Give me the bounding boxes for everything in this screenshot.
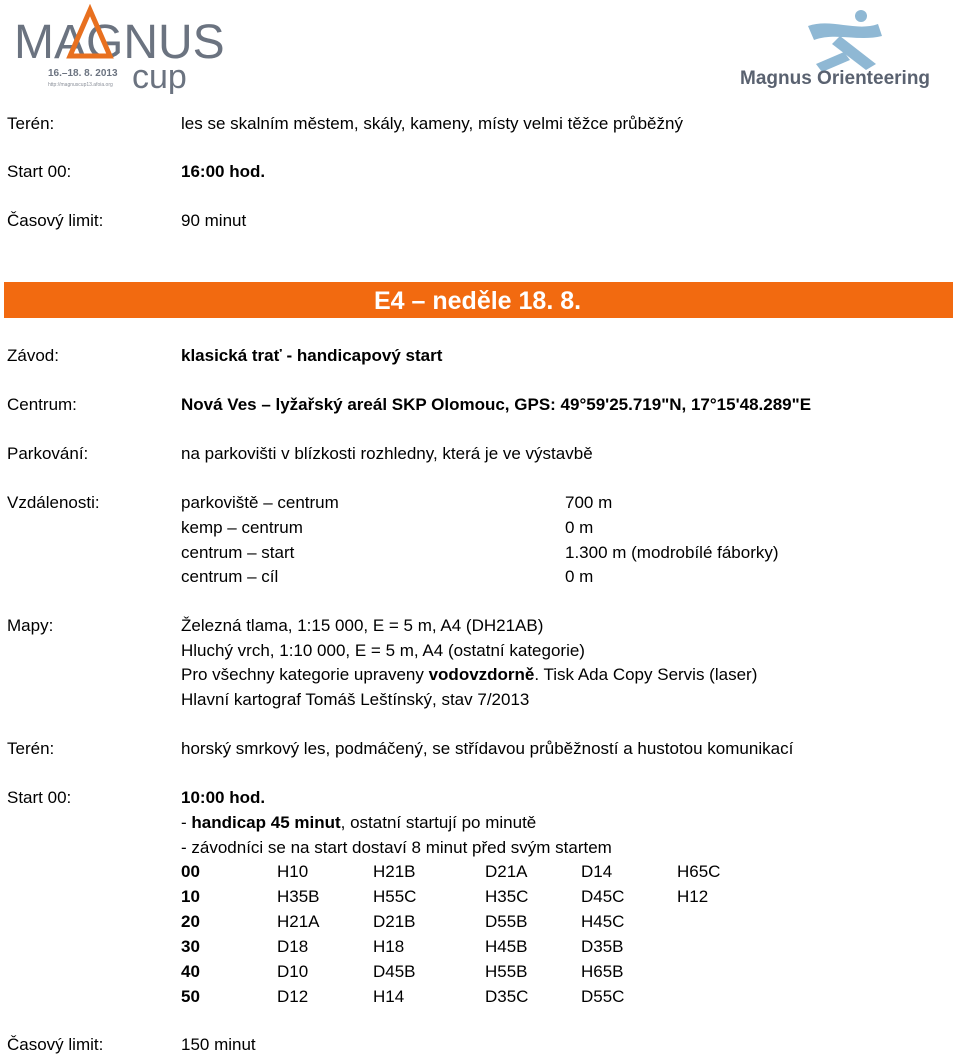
maps-line-3-pre: Pro všechny kategorie upraveny	[181, 665, 429, 684]
start-category: H45C	[581, 912, 625, 931]
start-note-1-handicap: handicap 45 minut	[191, 813, 341, 832]
distance-value: 0 m	[565, 567, 594, 586]
mapy-label: Mapy:	[7, 616, 54, 635]
maps-line-4: Hlavní kartograf Tomáš Leštínský, stav 7/2013	[181, 690, 530, 709]
prev-start-label: Start 00:	[7, 162, 72, 181]
start-minute: 40	[181, 962, 200, 981]
start-category: H18	[373, 937, 405, 956]
parkovani-label: Parkování:	[7, 444, 89, 463]
vzdalenosti-label: Vzdálenosti:	[7, 493, 100, 512]
distance-route: parkoviště – centrum	[181, 493, 339, 512]
start-category: H65B	[581, 962, 624, 981]
start-category: H21A	[277, 912, 320, 931]
logo-cup-text: cup	[132, 58, 187, 94]
start-note-1-post: , ostatní startují po minutě	[340, 813, 537, 832]
start-minute: 00	[181, 862, 200, 881]
limit-value: 150 minut	[181, 1035, 256, 1054]
distance-route: centrum – start	[181, 543, 295, 562]
start-category: D35B	[581, 937, 624, 956]
prev-limit-label: Časový limit:	[7, 211, 104, 230]
start-category: H14	[373, 987, 405, 1006]
start-category: H10	[277, 862, 309, 881]
centrum-label: Centrum:	[7, 395, 77, 414]
start-category: D35C	[485, 987, 529, 1006]
limit-label: Časový limit:	[7, 1035, 104, 1054]
prev-teren-value: les se skalním městem, skály, kameny, místy velmi těžce průběžný	[181, 114, 683, 133]
logo-magnus-text: MAGNUS	[14, 16, 225, 69]
stage-banner-title: E4 – neděle 18. 8.	[374, 287, 582, 315]
logo-url: http://magnuscup13.afoia.org	[48, 82, 113, 88]
centrum-value: Nová Ves – lyžařský areál SKP Olomouc, GPS: 49°59'25.719"N, 17°15'48.289"E	[181, 395, 812, 414]
start-label: Start 00:	[7, 788, 72, 807]
start-note-2: - závodníci se na start dostaví 8 minut před svým startem	[181, 838, 612, 857]
orienteering-runner-icon	[808, 10, 882, 72]
start-category: D21B	[373, 912, 416, 931]
start-category: H55B	[485, 962, 528, 981]
parkovani-value: na parkovišti v blízkosti rozhledny, která je ve výstavbě	[181, 444, 593, 463]
start-category: H65C	[677, 862, 721, 881]
teren-label: Terén:	[7, 739, 55, 758]
start-value: 10:00 hod.	[181, 788, 266, 807]
distance-value: 0 m	[565, 518, 594, 537]
start-category: D12	[277, 987, 309, 1006]
distance-route: kemp – centrum	[181, 518, 303, 537]
prev-limit-value: 90 minut	[181, 211, 247, 230]
start-category: D14	[581, 862, 613, 881]
start-category: D55B	[485, 912, 528, 931]
distance-route: centrum – cíl	[181, 567, 279, 586]
maps-line-2: Hluchý vrch, 1:10 000, E = 5 m, A4 (ostatní kategorie)	[181, 641, 585, 660]
maps-line-3-post: . Tisk Ada Copy Servis (laser)	[534, 665, 758, 684]
prev-teren-label: Terén:	[7, 114, 55, 133]
start-minute: 10	[181, 887, 200, 906]
maps-waterproof: vodovzdorně	[428, 665, 535, 684]
distance-value: 1.300 m (modrobílé fáborky)	[565, 543, 779, 562]
zavod-value: klasická trať - handicapový start	[181, 346, 443, 365]
start-category: D55C	[581, 987, 625, 1006]
start-category: D10	[277, 962, 309, 981]
logo-orienteering-text: Magnus Orienteering	[740, 68, 931, 89]
logo-dates: 16.–18. 8. 2013	[48, 68, 118, 79]
start-category: H35B	[277, 887, 320, 906]
prev-start-value: 16:00 hod.	[181, 162, 266, 181]
start-category: H12	[677, 887, 709, 906]
start-category: D45B	[373, 962, 416, 981]
start-category: H55C	[373, 887, 417, 906]
start-minute: 20	[181, 912, 200, 931]
distance-value: 700 m	[565, 493, 613, 512]
start-note-1	[181, 813, 536, 833]
maps-line-1: Železná tlama, 1:15 000, E = 5 m, A4 (DH21AB)	[181, 616, 544, 635]
magnus-cup-logo	[14, 4, 254, 94]
zavod-label: Závod:	[7, 346, 59, 365]
magnus-orienteering-logo	[736, 6, 950, 92]
start-category: D45C	[581, 887, 625, 906]
maps-line-3	[181, 665, 757, 685]
start-minute: 50	[181, 987, 200, 1006]
start-category: D21A	[485, 862, 528, 881]
start-category: H35C	[485, 887, 529, 906]
start-category: D18	[277, 937, 309, 956]
start-category: H45B	[485, 937, 528, 956]
start-category: H21B	[373, 862, 416, 881]
stage-banner	[4, 282, 953, 318]
start-minute: 30	[181, 937, 200, 956]
start-note-1-pre: -	[181, 813, 192, 832]
teren-value: horský smrkový les, podmáčený, se střídavou průběžností a hustotou komunikací	[181, 739, 794, 758]
